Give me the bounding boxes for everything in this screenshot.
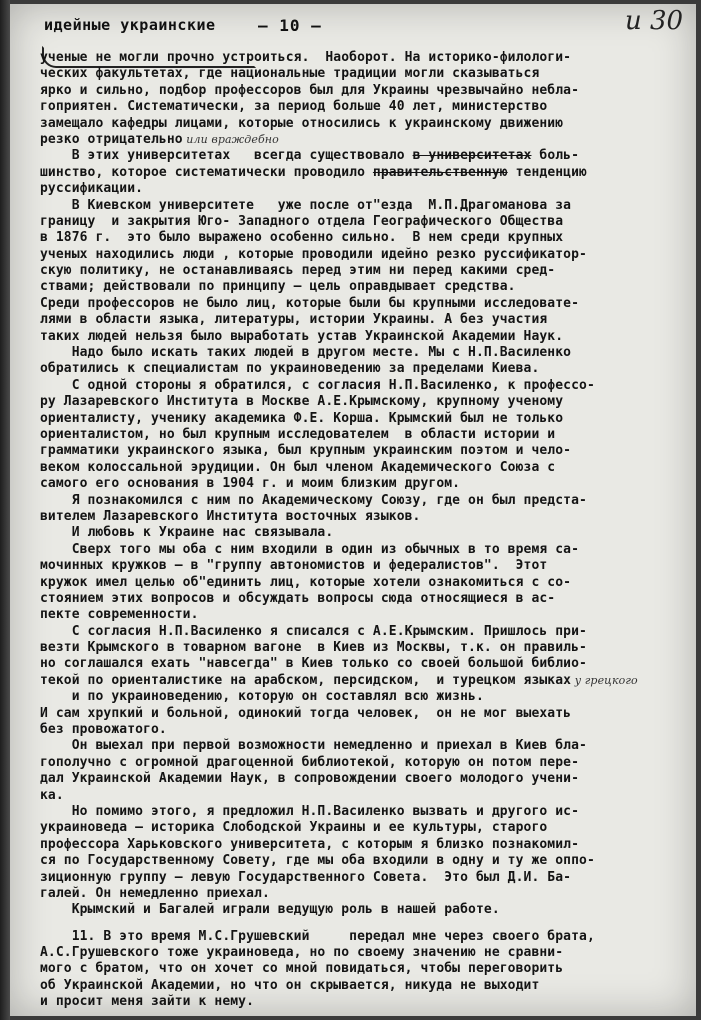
text-line: вителем Лазаревского Института восточных языков.: [40, 508, 421, 524]
text-line: [40, 919, 696, 929]
text-line: ученые не могли прочно устроиться. Наоборот. На историко-филологи-: [40, 50, 572, 65]
text-line: Но помимо этого, я предложил Н.П.Василенко вызвать и другого ис-: [40, 803, 580, 819]
text-line: С согласия Н.П.Василенко я списался с А.Е.Крымским. Пришлось при-: [40, 623, 587, 639]
text-line: Надо было искать таких людей в другом месте. Мы с Н.П.Василенко: [40, 345, 572, 361]
text-line: Он выехал при первой возможности немедленно и приехал в Киев бла-: [40, 738, 587, 754]
text-line: Сверх того мы оба с ним входили в один из обычных в то время са-: [40, 541, 580, 557]
text-line: резко отрицательно или враждебно: [40, 131, 279, 147]
text-line: ся по Государственному Совету, где мы оба входили в одну и ту же оппо-: [40, 853, 595, 869]
handwritten-insert: или враждебно: [182, 132, 279, 146]
text-line: без провожатого.: [40, 722, 167, 738]
text-line: гополучно с огромной драгоценной библиотекой, которую он потом пере-: [40, 754, 580, 770]
archive-mark-strike: и: [625, 6, 651, 36]
text-line: ученых находились люди , которые проводили идейно резко руссификатор-: [40, 246, 587, 262]
text-line: В этих университетах всегда существовало в университетах боль-: [40, 148, 580, 164]
text-line: Среди профессоров не было лиц, которые были бы крупными исследовате-: [40, 295, 580, 311]
text-line: Я познакомился с ним по Академическому Союзу, где он был предста-: [40, 492, 587, 508]
text-line: веком колоссальной эрудиции. Он был членом Академического Союза с: [40, 459, 556, 475]
text-line: обратились к специалистам по украиноведению за пределами Киева.: [40, 361, 540, 377]
text-line: замещало кафедры лицами, которые относились к украинскому движению: [40, 115, 564, 131]
document-body: [40, 50, 696, 1011]
top-note: идейные украинские: [44, 16, 216, 34]
text-line: С одной стороны я обратился, с согласия Н.П.Василенко, к профессо-: [40, 377, 595, 393]
text-line: профессора Харьковского университета, с которым я близко познакомил-: [40, 836, 580, 852]
text-line: 11. В это время М.С.Грушевский передал мне через своего брата,: [40, 928, 595, 944]
text-line: везти Крымского в товарном вагоне в Киев из Москвы, т.к. он правиль-: [40, 640, 587, 656]
text-line: гоприятен. Систематически, за период больше 40 лет, министерство: [40, 99, 548, 115]
archive-folio-mark: [625, 6, 683, 36]
text-line: пекте современности.: [40, 607, 199, 623]
text-line: И любовь к Украине нас связывала.: [40, 525, 334, 541]
text-line: ориенталисту, ученику академика Ф.Е. Корша. Крымский был не только: [40, 410, 564, 426]
text-line: текой по ориенталистике на арабском, персидском, и турецком языках у грецкого: [40, 672, 638, 688]
text-line: в 1876 г. это было выражено особенно сильно. В нем среди крупных: [40, 230, 564, 246]
text-line: лями в области языка, литературы, истории Украины. А без участия: [40, 312, 548, 328]
page-number: — 10 —: [258, 16, 322, 35]
text-line: стоянием этих вопросов и обсуждать вопросы сюда относящиеся в ас-: [40, 590, 556, 606]
text-line: и по украиноведению, которую он составлял всю жизнь.: [40, 689, 484, 705]
text-line: грамматики украинского языка, был крупным украинским поэтом и чело-: [40, 443, 572, 459]
struck-text: правительственную: [372, 164, 508, 180]
text-line: об Украинской Академии, но что он скрывается, никуда не выходит: [40, 977, 540, 993]
text-line: ориенталистом, но был крупным исследователем в области истории и: [40, 426, 556, 442]
text-line: кружок имел целью об"единить лиц, которые хотели ознакомиться с со-: [40, 574, 572, 590]
archive-number: 30: [650, 6, 684, 36]
text-line: украиноведа — историка Слободской Украины и ее культуры, старого: [40, 820, 548, 836]
text-line: ярко и сильно, подбор профессоров был для Украины чрезвычайно небла-: [40, 82, 580, 98]
text-line: и просит меня зайти к нему.: [40, 994, 255, 1010]
text-line: Крымский и Багалей играли ведущую роль в нашей работе.: [40, 902, 500, 918]
text-line: мочинных кружков — в "группу автономистов и федералистов". Этот: [40, 558, 548, 574]
text-line: галей. Он немедленно приехал.: [40, 885, 270, 901]
text-line: ствами; действовали по принципу — цель оправдывает средства.: [40, 279, 516, 295]
text-line: зиционную группу — левую Государственного Совета. Это был Д.И. Ба-: [40, 869, 572, 885]
text-line: самого его основания в 1904 г. и моим близким другом.: [40, 476, 461, 492]
text-line: таких людей нельзя было выработать устав Украинской Академии Наук.: [40, 328, 564, 344]
text-line: В Киевском университете уже после от"езда М.П.Драгоманова за: [40, 197, 572, 213]
scan-edge: [0, 0, 10, 1020]
text-line: ру Лазаревского Института в Москве А.Е.Крымскому, крупному ученому: [40, 394, 564, 410]
handwritten-insert: у грецкого: [571, 673, 638, 687]
text-line: ка.: [40, 787, 64, 803]
text-line: шинство, которое систематически проводило правительственную тенденцию: [40, 164, 587, 180]
struck-text: в университетах: [412, 148, 532, 164]
text-line: И сам хрупкий и больной, одинокий тогда человек, он не мог выехать: [40, 705, 572, 721]
text-line: руссификации.: [40, 181, 144, 197]
text-line: А.С.Грушевского тоже украиноведа, но по своему значению не сравни-: [40, 945, 564, 961]
text-line: мого с братом, что он хочет со мной повидаться, чтобы переговорить: [40, 961, 564, 977]
text-line: границу и закрытия Юго- Западного отдела Географического Общества: [40, 213, 564, 229]
text-line: скую политику, не останавливаясь перед этим ни перед какими сред-: [40, 263, 556, 279]
text-line: дал Украинской Академии Наук, в сопровождении своего молодого учени-: [40, 771, 580, 787]
text-line: ческих факультетах, где национальные традиции могли сказываться: [40, 66, 540, 82]
text-line: но соглашался ехать "навсегда" в Киев только со своей большой библио-: [40, 656, 587, 672]
document-page: [10, 4, 696, 1016]
